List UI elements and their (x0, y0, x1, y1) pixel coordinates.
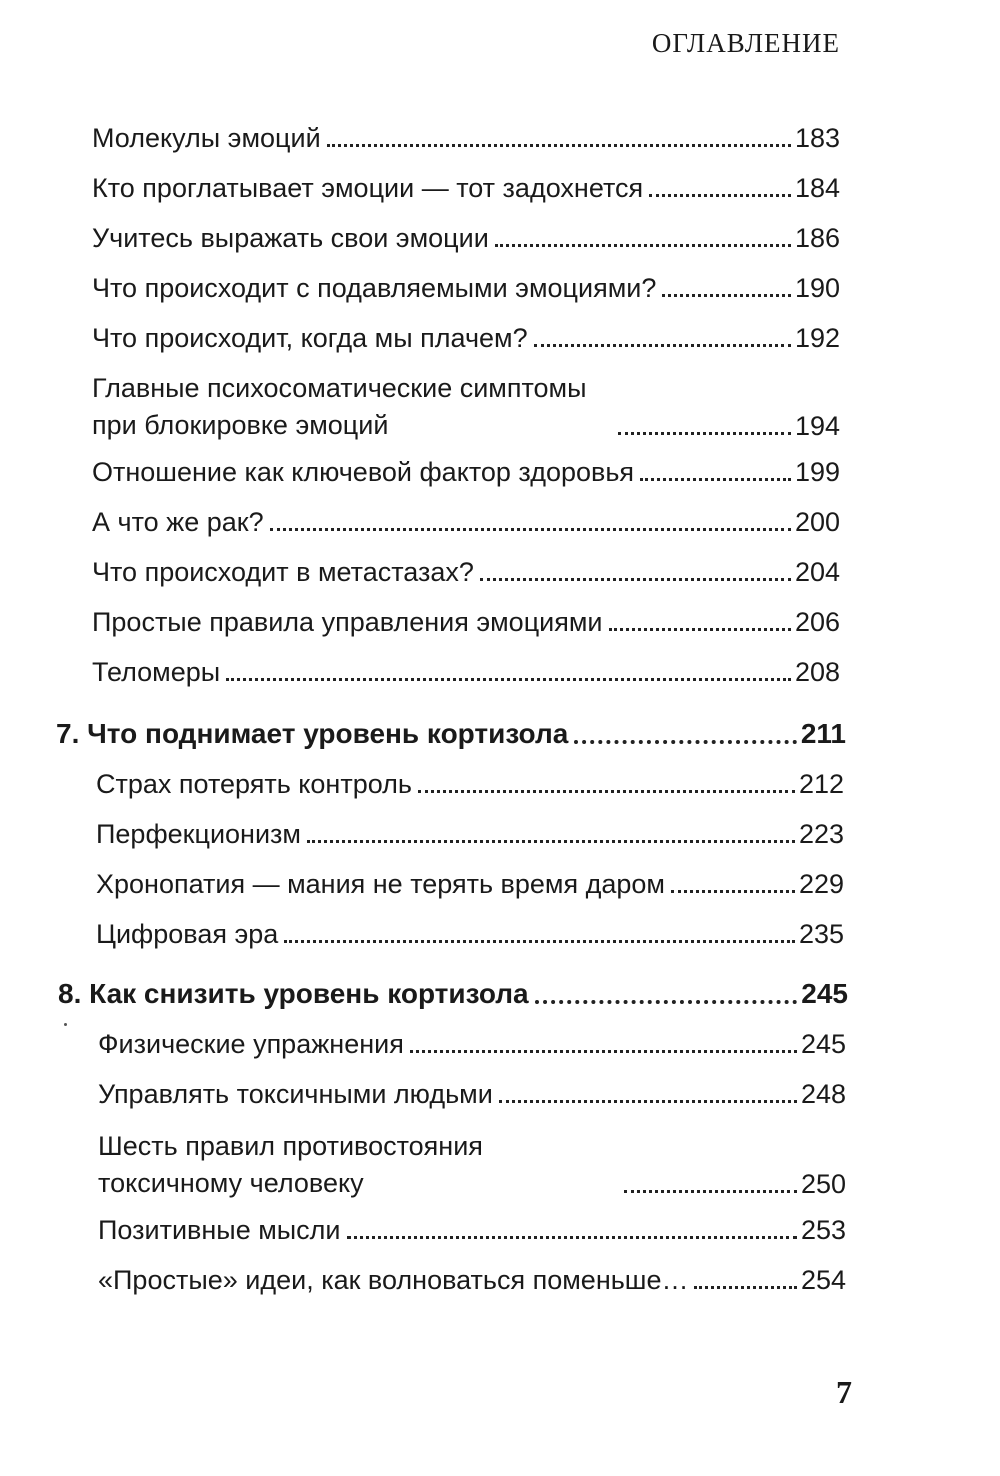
toc-chapter-title: 7. Что поднимает уровень кортизола (56, 718, 569, 749)
toc-entry-page: 212 (798, 769, 844, 799)
toc-chapter-page: 245 (801, 978, 848, 1009)
toc-entry-title: Что происходит, когда мы плачем? (92, 323, 528, 353)
toc-entry-page: 194 (794, 411, 840, 441)
toc-entry-title: Перфекционизм (96, 819, 301, 849)
toc-entry-title: Позитивные мысли (98, 1215, 341, 1245)
toc-entry-title: А что же рак? (92, 507, 264, 537)
leader-dots (327, 144, 791, 147)
toc-entry[interactable] (92, 370, 840, 444)
toc-entry[interactable] (92, 270, 840, 306)
toc-entry-title: Молекулы эмоций (92, 123, 321, 153)
leader-dots (640, 478, 791, 481)
toc-entry[interactable] (92, 220, 840, 256)
print-speck (64, 1023, 67, 1026)
toc-chapter-title: 8. Как снизить уровень кортизола (58, 978, 529, 1009)
toc-entry-page: 200 (794, 507, 840, 537)
toc-entry[interactable] (96, 766, 844, 802)
toc-entry-page: 184 (794, 173, 840, 203)
toc-entry-page: 192 (794, 323, 840, 353)
toc-entry-title: Физические упражнения (98, 1029, 404, 1059)
toc-entry-title: Страх потерять контроль (96, 769, 412, 799)
toc-entry-page: 199 (794, 457, 840, 487)
toc-entry-page: 250 (800, 1169, 846, 1199)
toc-entry-title: Главные психосоматические симптомы при блокировке эмоций (92, 373, 587, 440)
toc-chapter[interactable] (58, 976, 848, 1012)
toc-entry-page: 253 (800, 1215, 846, 1245)
toc-entry[interactable] (98, 1212, 846, 1248)
toc-entry-page: 183 (794, 123, 840, 153)
leader-dots (410, 1050, 797, 1053)
leader-dots (694, 1286, 796, 1289)
toc-entry-title: Что происходит в метастазах? (92, 557, 474, 587)
leader-dots (480, 578, 791, 581)
leader-dots (574, 740, 797, 744)
leader-dots (649, 194, 791, 197)
leader-dots (535, 1000, 798, 1004)
toc-entry[interactable] (98, 1076, 846, 1112)
toc-entry-page: 223 (798, 819, 844, 849)
leader-dots (284, 940, 795, 943)
leader-dots (347, 1236, 797, 1239)
running-head: ОГЛАВЛЕНИЕ (651, 28, 840, 58)
leader-dots (418, 790, 795, 793)
toc-entry-page: 186 (794, 223, 840, 253)
toc-entry-title: Управлять токсичными людьми (98, 1079, 493, 1109)
toc-entry-title: Шесть правил противостояния токсичному человеку (98, 1131, 483, 1198)
page-number: 7 (836, 1374, 852, 1410)
toc-entry-title: Отношение как ключевой фактор здоровья (92, 457, 635, 487)
toc-entry-page: 206 (794, 607, 840, 637)
toc-entry[interactable] (96, 916, 844, 952)
toc-entry-page: 254 (800, 1265, 846, 1295)
leader-dots (495, 244, 791, 247)
toc-entry[interactable] (98, 1262, 846, 1298)
leader-dots (671, 890, 795, 893)
toc-chapter[interactable] (56, 716, 846, 752)
toc-entry[interactable] (96, 866, 844, 902)
leader-dots (307, 840, 795, 843)
toc-entry[interactable] (92, 320, 840, 356)
leader-dots (226, 678, 791, 681)
toc-entry-page: 208 (794, 657, 840, 687)
toc-entry-page: 248 (800, 1079, 846, 1109)
toc-entry[interactable] (92, 604, 840, 640)
toc-entry-page: 204 (794, 557, 840, 587)
toc-entry[interactable] (92, 454, 840, 490)
toc-entry-title: Цифровая эра (96, 919, 279, 949)
toc-entry-page: 245 (800, 1029, 846, 1059)
leader-dots (662, 294, 791, 297)
toc-entry-title: Простые правила управления эмоциями (92, 607, 603, 637)
leader-dots (499, 1100, 797, 1103)
leader-dots (609, 628, 791, 631)
leader-dots (270, 528, 791, 531)
toc-entry[interactable] (92, 170, 840, 206)
leader-dots (624, 1190, 797, 1193)
leader-dots (534, 344, 791, 347)
toc-entry-title: Хронопатия — мания не терять время даром (96, 869, 665, 899)
toc-entry[interactable] (92, 654, 840, 690)
toc-entry[interactable] (92, 120, 840, 156)
toc-entry-page: 190 (794, 273, 840, 303)
toc-entry-title: Теломеры (92, 657, 221, 687)
toc-entry-title: «Простые» идеи, как волноваться поменьше… (98, 1265, 689, 1295)
toc-entry-title: Что происходит с подавляемыми эмоциями? (92, 273, 657, 303)
toc-entry[interactable] (96, 816, 844, 852)
toc-entry[interactable] (92, 554, 840, 590)
toc-chapter-page: 211 (800, 718, 846, 749)
toc-entry-title: Кто проглатывает эмоции — тот задохнется (92, 173, 644, 203)
leader-dots (618, 432, 791, 435)
toc-entry[interactable] (98, 1128, 846, 1202)
toc-entry[interactable] (98, 1026, 846, 1062)
toc-entry-page: 229 (798, 869, 844, 899)
toc-entry-page: 235 (798, 919, 844, 949)
toc-entry[interactable] (92, 504, 840, 540)
toc-entry-title: Учитесь выражать свои эмоции (92, 223, 489, 253)
